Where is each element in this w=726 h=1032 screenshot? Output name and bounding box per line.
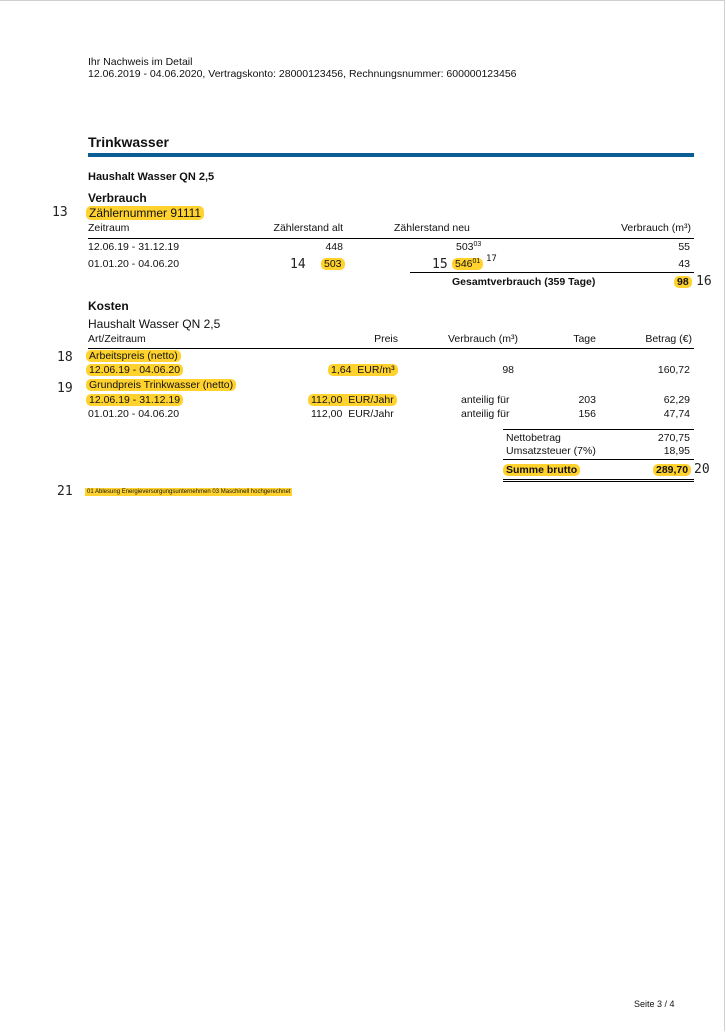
annotation-14: 14 <box>290 257 306 272</box>
grundpreis-row-1-days: 203 <box>578 394 596 406</box>
annotation-13: 13 <box>52 205 68 220</box>
kosten-header-rule <box>88 348 694 349</box>
col-art-zeitraum: Art/Zeitraum <box>88 333 146 345</box>
verbrauch-row-2-consumption: 43 <box>678 258 690 270</box>
verbrauch-row-2-old: 503 <box>321 258 345 270</box>
kosten-heading: Kosten <box>88 299 129 313</box>
kosten-subheading: Haushalt Wasser QN 2,5 <box>88 317 221 331</box>
grundpreis-row-2-days: 156 <box>578 408 596 420</box>
grundpreis-row-2-unit: EUR/Jahr <box>348 408 394 420</box>
summary-top-rule <box>503 429 694 430</box>
annotation-17: 17 <box>486 254 497 264</box>
vat-label: Umsatzsteuer (7%) <box>506 445 596 457</box>
arbeitspreis-price <box>328 364 398 376</box>
verbrauch-row-1-new-footnote: 03 <box>473 241 482 248</box>
verbrauch-row-1-consumption: 55 <box>678 241 690 253</box>
col-tage: Tage <box>573 333 596 345</box>
page-number: Seite 3 / 4 <box>634 999 675 1009</box>
arbeitspreis-consumption: 98 <box>502 364 514 376</box>
verbrauch-row-2-new-value: 546 <box>455 258 473 270</box>
section-title: Trinkwasser <box>88 134 169 150</box>
grundpreis-row-1-share: anteilig für <box>461 394 510 406</box>
gross-value: 289,70 <box>653 464 691 476</box>
total-consumption-label: Gesamtverbrauch (359 Tage) <box>452 276 596 288</box>
col-zaehlerstand-neu: Zählerstand neu <box>394 222 470 234</box>
verbrauch-row-2-period: 01.01.20 - 04.06.20 <box>88 258 180 270</box>
table-header-rule <box>88 238 694 239</box>
verbrauch-row-2-new-footnote: 01 <box>472 258 481 265</box>
net-value: 270,75 <box>657 432 690 444</box>
grundpreis-row-1-price <box>308 394 397 406</box>
arbeitspreis-period: 12.06.19 - 04.06.20 <box>86 364 183 376</box>
section-rule <box>88 153 694 157</box>
net-label: Nettobetrag <box>506 432 561 444</box>
summary-bottom-rule-2 <box>503 481 694 482</box>
col-zaehlerstand-alt: Zählerstand alt <box>273 222 343 234</box>
summary-bottom-rule-1 <box>503 479 694 480</box>
footnote: 01 Ablesung Energieversorgungsunternehmen 03 Maschinell hochgerechnet <box>87 489 291 495</box>
annotation-20: 20 <box>694 462 710 477</box>
col-kosten-verbrauch: Verbrauch (m³) <box>447 333 518 345</box>
arbeitspreis-price-value: 1,64 <box>331 364 352 376</box>
col-preis: Preis <box>374 333 398 345</box>
grundpreis-row-2-amount: 47,74 <box>663 408 690 420</box>
grundpreis-row-2-price <box>311 408 394 420</box>
col-zeitraum: Zeitraum <box>88 222 130 234</box>
verbrauch-row-1-old: 448 <box>325 241 343 253</box>
verbrauch-row-1-period: 12.06.19 - 31.12.19 <box>88 241 180 253</box>
grundpreis-row-1-price-value: 112,00 <box>311 394 343 406</box>
arbeitspreis-unit: EUR/m³ <box>357 364 395 376</box>
annotation-16: 16 <box>696 274 712 289</box>
annotation-15: 15 <box>432 257 448 272</box>
arbeitspreis-amount: 160,72 <box>657 364 690 376</box>
grundpreis-row-1-amount: 62,29 <box>663 394 690 406</box>
annotation-19: 19 <box>57 381 73 396</box>
document-title: Ihr Nachweis im Detail <box>88 56 193 68</box>
grundpreis-row-1-period: 12.06.19 - 31.12.19 <box>86 394 183 406</box>
annotation-18: 18 <box>57 350 73 365</box>
total-consumption-value: 98 <box>674 276 692 288</box>
verbrauch-row-2-new <box>452 258 483 270</box>
verbrauch-row-1-new <box>456 241 481 253</box>
total-rule <box>410 272 694 273</box>
grundpreis-row-2-price-value: 112,00 <box>311 408 343 420</box>
vat-value: 18,95 <box>663 445 690 457</box>
arbeitspreis-label: Arbeitspreis (netto) <box>86 350 181 362</box>
verbrauch-row-1-new-value: 503 <box>456 241 474 253</box>
subsection-title: Haushalt Wasser QN 2,5 <box>88 171 215 183</box>
document-subtitle: 12.06.2019 - 04.06.2020, Vertragskonto: 28000123456, Rechnungsnummer: 600000123456 <box>88 68 517 80</box>
annotation-21: 21 <box>57 484 73 499</box>
grundpreis-row-2-period: 01.01.20 - 04.06.20 <box>88 408 180 420</box>
summary-mid-rule <box>503 459 694 460</box>
col-betrag: Betrag (€) <box>645 333 692 345</box>
col-verbrauch: Verbrauch (m³) <box>620 222 691 234</box>
meter-number: Zählernummer 91111 <box>86 206 204 220</box>
gross-label: Summe brutto <box>503 464 580 476</box>
verbrauch-heading: Verbrauch <box>88 191 147 205</box>
grundpreis-label: Grundpreis Trinkwasser (netto) <box>86 379 236 391</box>
grundpreis-row-1-unit: EUR/Jahr <box>348 394 394 406</box>
grundpreis-row-2-share: anteilig für <box>461 408 510 420</box>
